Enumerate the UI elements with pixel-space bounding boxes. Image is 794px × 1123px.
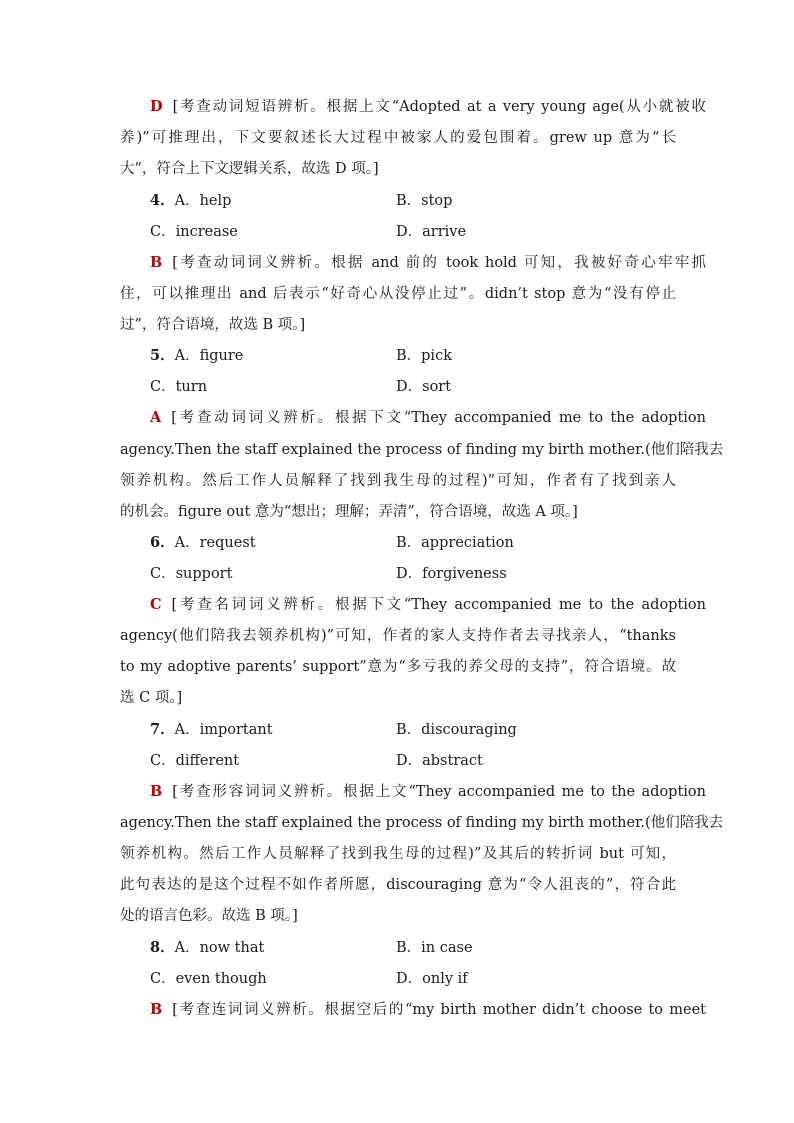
explanation-line: 此句表达的是这个过程不如作者所愿，discouraging 意为“令人沮丧的”，符合此 [120, 877, 676, 893]
explanation-line: A [考查动词词义辨析。根据下文“They accompanied me to the adoption [150, 409, 706, 426]
explanation-line: 的机会。figure out 意为“想出；理解；弄清”，符合语境，故选 A 项。] [120, 504, 578, 520]
answer-letter: D [150, 98, 163, 115]
answer-letter: B [150, 783, 163, 800]
explanation-line: B [考查形容词词义辨析。根据上文“They accompanied me to the adoption [150, 783, 706, 800]
question-7-option-a: 7．A．important [150, 721, 273, 738]
explanation-line: 选 C 项。] [120, 690, 183, 706]
question-8-option-a: 8．A．now that [150, 939, 265, 956]
explanation-line: 过”，符合语境，故选 B 项。] [120, 317, 306, 333]
question-5-option-d: D．sort [396, 379, 452, 395]
explanation-line: D [考查动词短语辨析。根据上文“Adopted at a very young age(从小就被收 [150, 98, 706, 115]
explanation-line: C [考查名词词义辨析。根据下文“They accompanied me to the adoption [150, 596, 706, 613]
explanation-line: 住，可以推理出 and 后表示“好奇心从没停止过”。didn’t stop 意为“没有停止 [120, 286, 676, 302]
explanation-line: B [考查连词词义辨析。根据空后的“my birth mother didn’t choose to meet [150, 1001, 706, 1018]
question-8-option-c: C．even though [150, 971, 267, 987]
explanation-line: 大”，符合上下文逻辑关系，故选 D 项。] [120, 161, 379, 177]
question-6-option-d: D．forgiveness [396, 566, 507, 582]
explanation-line: 领养机构。然后工作人员解释了找到我生母的过程)”及其后的转折词 but 可知， [120, 846, 676, 862]
answer-letter: C [150, 596, 162, 613]
question-6-option-b: B．appreciation [396, 535, 514, 551]
question-7-option-c: C．different [150, 753, 240, 769]
question-8-option-d: D．only if [396, 971, 468, 987]
question-4-option-b: B．stop [396, 193, 453, 209]
explanation-line: 处的语言色彩。故选 B 项。] [120, 908, 298, 924]
answer-letter: B [150, 1001, 163, 1018]
explanation-line: to my adoptive parents’ support”意为“多亏我的养父母的支持”，符合语境。故 [120, 659, 676, 675]
question-7-option-b: B．discouraging [396, 722, 517, 738]
question-4-option-d: D．arrive [396, 224, 467, 240]
explanation-line: B [考查动词词义辨析。根据 and 前的 took hold 可知，我被好奇心牢牢抓 [150, 254, 706, 271]
explanation-line: agency.Then the staff explained the process of finding my birth mother.(他们陪我去 [120, 815, 724, 831]
answer-letter: B [150, 254, 163, 271]
question-5-option-c: C．turn [150, 379, 208, 395]
answer-letter: A [150, 409, 162, 426]
explanation-line: agency.Then the staff explained the process of finding my birth mother.(他们陪我去 [120, 442, 724, 458]
question-4-option-a: 4．A．help [150, 192, 232, 209]
question-6-option-a: 6．A．request [150, 534, 256, 551]
question-5-option-a: 5．A．figure [150, 347, 244, 364]
question-7-option-d: D．abstract [396, 753, 483, 769]
explanation-line: 领养机构。然后工作人员解释了找到我生母的过程)”可知，作者有了找到亲人 [120, 473, 676, 489]
question-6-option-c: C．support [150, 566, 233, 582]
question-8-option-b: B．in case [396, 940, 473, 956]
explanation-line: agency(他们陪我去领养机构)”可知，作者的家人支持作者去寻找亲人，“thanks [120, 628, 676, 644]
question-5-option-b: B．pick [396, 348, 452, 364]
explanation-line: 养)”可推理出，下文要叙述长大过程中被家人的爱包围着。grew up 意为“长 [120, 130, 676, 146]
question-4-option-c: C．increase [150, 224, 238, 240]
